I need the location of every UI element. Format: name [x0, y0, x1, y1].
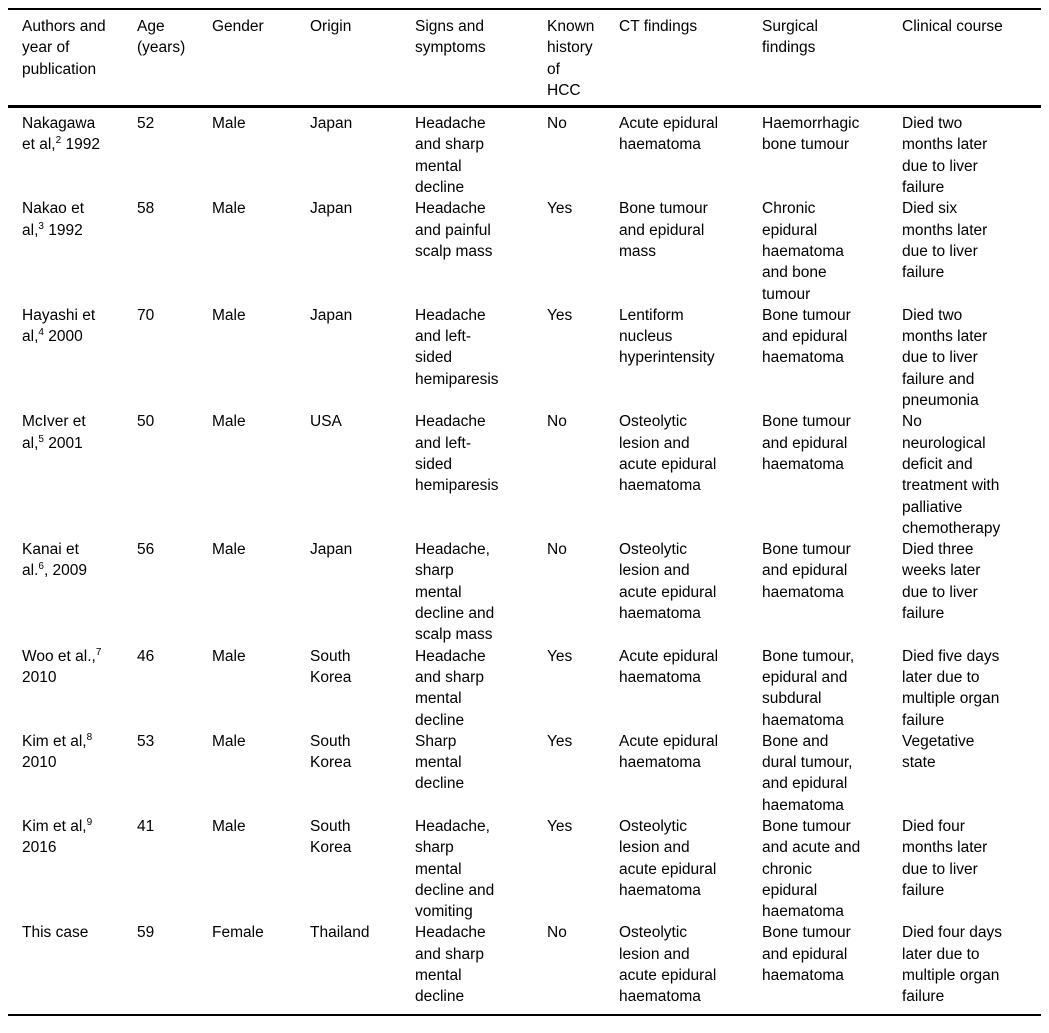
cell-author: Hayashi et al,$^4$ 2000 [22, 306, 96, 346]
reference-superscript: 9 [86, 816, 93, 828]
column-header-clinical-course: Clinical course [902, 9, 1041, 107]
cell-gender: Male [212, 413, 246, 431]
cell-age: 46 [137, 647, 155, 665]
cell-origin: Japan [310, 115, 353, 133]
column-header-authors: Authors and year of publication [8, 9, 137, 107]
table-row [8, 922, 1041, 1014]
reference-superscript: 3 [38, 220, 44, 232]
cell-ct-findings: Osteolytic lesion and acute epidural haematoma [619, 413, 717, 495]
cell-clinical-course: Died two months later due to liver failure [902, 115, 988, 197]
table-row [8, 539, 1041, 645]
cell-origin: South Korea [310, 732, 352, 772]
column-header-surgical-findings: Surgical findings [762, 9, 902, 107]
cell-hcc-history: Yes [547, 200, 573, 218]
cell-age: 53 [137, 732, 155, 750]
cell-gender: Male [212, 817, 246, 835]
reference-superscript: 2 [55, 135, 62, 147]
cell-surgical-findings: Haemorrhagic bone tumour [762, 115, 860, 154]
cell-origin: Japan [310, 200, 353, 218]
cell-author: Kanai et al.$^6$, 2009 [22, 541, 88, 580]
cell-age: 59 [137, 924, 155, 942]
cell-ct-findings: Osteolytic lesion and acute epidural haematoma [619, 817, 717, 899]
table-row [8, 816, 1041, 922]
cell-hcc-history: No [547, 541, 567, 559]
cell-ct-findings: Acute epidural haematoma [619, 647, 719, 686]
table-row [8, 646, 1041, 731]
reference-superscript: 5 [38, 433, 44, 445]
reference-superscript: 4 [38, 327, 44, 338]
cell-signs: Headache and sharp mental decline [415, 115, 486, 197]
cell-signs: Headache, sharp mental decline and vomiting [415, 817, 495, 921]
header-row [8, 9, 1041, 107]
cell-surgical-findings: Chronic epidural haematoma and bone tumour [762, 200, 844, 303]
cell-clinical-course: Died five days later due to multiple organ failure [902, 647, 1000, 729]
cell-ct-findings: Acute epidural haematoma [619, 732, 719, 772]
cell-signs: Headache and left-sided hemiparesis [415, 413, 499, 495]
cell-gender: Male [212, 200, 246, 218]
cell-ct-findings: Bone tumour and epidural mass [619, 200, 708, 260]
cell-surgical-findings: Bone and dural tumour, and epidural haematoma [762, 732, 853, 814]
cell-surgical-findings: Bone tumour and acute and chronic epidural haematoma [762, 817, 861, 921]
column-header-signs: Signs and symptoms [415, 9, 547, 107]
column-header-hcc-history: Known history of HCC [547, 9, 619, 107]
cell-author: Kim et al,$^8$ 2010 [22, 731, 93, 772]
cell-origin: Japan [310, 306, 353, 324]
case-reports-table [8, 8, 1041, 1016]
cell-author: Nakagawa et al,$^2$ 1992 [22, 115, 100, 154]
cell-hcc-history: Yes [547, 647, 573, 665]
cell-gender: Female [212, 924, 264, 942]
column-header-age: Age (years) [137, 9, 212, 107]
column-header-origin: Origin [310, 9, 415, 107]
cell-origin: Japan [310, 541, 353, 559]
cell-age: 52 [137, 115, 155, 133]
cell-age: 41 [137, 817, 155, 835]
cell-hcc-history: No [547, 115, 567, 133]
cell-hcc-history: Yes [547, 732, 573, 750]
table-row [8, 107, 1041, 199]
cell-gender: Male [212, 732, 246, 750]
cell-author: Kim et al,$^9$ 2016 [22, 816, 93, 857]
cell-signs: Sharp mental decline [415, 732, 465, 793]
cell-origin: USA [310, 413, 342, 431]
table-row [8, 411, 1041, 539]
cell-surgical-findings: Bone tumour and epidural haematoma [762, 306, 851, 367]
cell-clinical-course: Died four days later due to multiple organ failure [902, 924, 1002, 1006]
cell-clinical-course: Died four months later due to liver failure [902, 817, 988, 899]
cell-age: 56 [137, 541, 155, 559]
cell-signs: Headache and sharp mental decline [415, 647, 486, 729]
cell-surgical-findings: Bone tumour and epidural haematoma [762, 413, 851, 473]
cell-age: 58 [137, 200, 155, 218]
cell-gender: Male [212, 115, 246, 133]
cell-origin: South Korea [310, 647, 352, 686]
cell-ct-findings: Acute epidural haematoma [619, 115, 719, 154]
cell-clinical-course: Died three weeks later due to liver failure [902, 541, 981, 623]
cell-hcc-history: No [547, 924, 567, 942]
reference-superscript: 6 [38, 561, 44, 573]
cell-hcc-history: No [547, 413, 567, 431]
cell-age: 50 [137, 413, 155, 431]
cell-clinical-course: Died two months later due to liver failure and pneumonia [902, 306, 988, 410]
cell-origin: South Korea [310, 817, 352, 857]
column-header-ct-findings: CT findings [619, 9, 762, 107]
cell-hcc-history: Yes [547, 817, 573, 835]
reference-superscript: 7 [95, 646, 102, 658]
cell-clinical-course: Vegetative state [902, 732, 975, 772]
cell-author: McIver et al,$^5$ 2001 [22, 413, 86, 452]
cell-hcc-history: Yes [547, 306, 573, 324]
cell-ct-findings: Lentiform nucleus hyperintensity [619, 306, 715, 367]
table-row [8, 198, 1041, 304]
cell-ct-findings: Osteolytic lesion and acute epidural haematoma [619, 541, 717, 623]
cell-signs: Headache and sharp mental decline [415, 924, 486, 1006]
table-header [8, 9, 1041, 107]
cell-author: This case [22, 924, 89, 942]
cell-clinical-course: No neurological deficit and treatment with palliative chemotherapy [902, 413, 1001, 537]
cell-clinical-course: Died six months later due to liver failure [902, 200, 988, 282]
cell-age: 70 [137, 306, 155, 324]
cell-author: Nakao et al,$^3$ 1992 [22, 200, 85, 239]
cell-surgical-findings: Bone tumour, epidural and subdural haematoma [762, 647, 855, 729]
cell-author: Woo et al.,$^7$ 2010 [22, 646, 102, 686]
cell-gender: Male [212, 541, 246, 559]
cell-surgical-findings: Bone tumour and epidural haematoma [762, 924, 851, 985]
column-header-gender: Gender [212, 9, 310, 107]
reference-superscript: 8 [86, 731, 93, 743]
cell-ct-findings: Osteolytic lesion and acute epidural haematoma [619, 924, 717, 1006]
table-row [8, 731, 1041, 816]
table-row [8, 305, 1041, 411]
cell-gender: Male [212, 647, 246, 665]
table-body [8, 107, 1041, 1015]
cell-signs: Headache and painful scalp mass [415, 200, 493, 260]
cell-signs: Headache, sharp mental decline and scalp mass [415, 541, 495, 644]
cell-origin: Thailand [310, 924, 370, 942]
cell-surgical-findings: Bone tumour and epidural haematoma [762, 541, 851, 601]
cell-signs: Headache and left-sided hemiparesis [415, 306, 499, 388]
cell-gender: Male [212, 306, 246, 324]
